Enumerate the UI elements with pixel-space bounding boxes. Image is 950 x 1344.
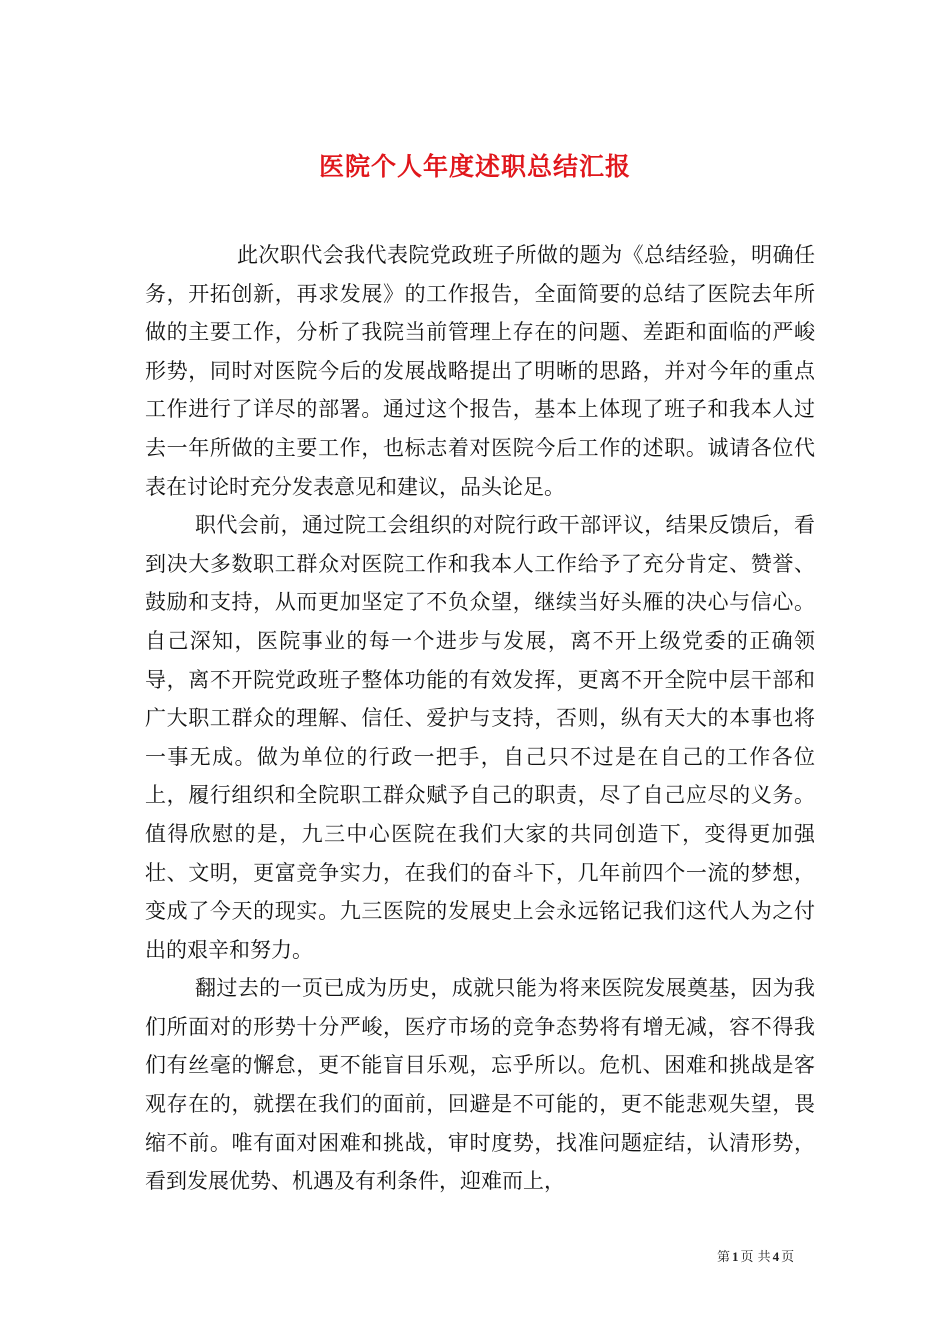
- footer-suffix: 页: [781, 1250, 795, 1265]
- total-pages-number: 4: [772, 1249, 780, 1264]
- paragraph-2: 职代会前，通过院工会组织的对院行政干部评议，结果反馈后，看到决大多数职工群众对医院工作和我本人工作给予了充分肯定、赞誉、鼓励和支持，从而更加坚定了不负众望，继续当好头雁的决心与信心。自己深知，医院事业的每一个进步与发展，离不开上级党委的正确领导，离不开院党政班子整体功能的有效发挥，更离不开全院中层干部和广大职工群众的理解、信任、爱护与支持，否则，纵有天大的本事也将一事无成。做为单位的行政一把手，自己只不过是在自己的工作各位上，履行组织和全院职工群众赋予自己的职责，尽了自己应尽的义务。值得欣慰的是，九三中心医院在我们大家的共同创造下，变得更加强壮、文明，更富竞争实力，在我们的奋斗下，几年前四个一流的梦想，变成了今天的现实。九三医院的发展史上会永远铭记我们这代人为之付出的艰辛和努力。: [145, 513, 815, 962]
- footer-prefix: 第: [717, 1250, 731, 1265]
- paragraph-1: 此次职代会我代表院党政班子所做的题为《总结经验，明确任务，开拓创新，再求发展》的工作报告，全面简要的总结了医院去年所做的主要工作，分析了我院当前管理上存在的问题、差距和面临的严峻形势，同时对医院今后的发展战略提出了明晰的思路，并对今年的重点工作进行了详尽的部署。通过这个报告，基本上体现了班子和我本人过去一年所做的主要工作，也标志着对医院今后工作的述职。诚请各位代表在讨论时充分发表意见和建议，品头论足。: [145, 243, 815, 499]
- current-page-number: 1: [732, 1249, 739, 1264]
- page-number-footer: [717, 1248, 794, 1267]
- document-body: [145, 236, 815, 1201]
- document-title: 医院个人年度述职总结汇报: [318, 151, 631, 181]
- footer-middle: 页 共: [740, 1250, 771, 1265]
- paragraph-3: 翻过去的一页已成为历史，成就只能为将来医院发展奠基，因为我们所面对的形势十分严峻，医疗市场的竞争态势将有增无减，容不得我们有丝毫的懈怠，更不能盲目乐观，忘乎所以。危机、困难和挑战是客观存在的，就摆在我们的面前，回避是不可能的，更不能悲观失望，畏缩不前。唯有面对困难和挑战，审时度势，找准问题症结，认清形势，看到发展优势、机遇及有利条件，迎难而上，: [145, 976, 815, 1194]
